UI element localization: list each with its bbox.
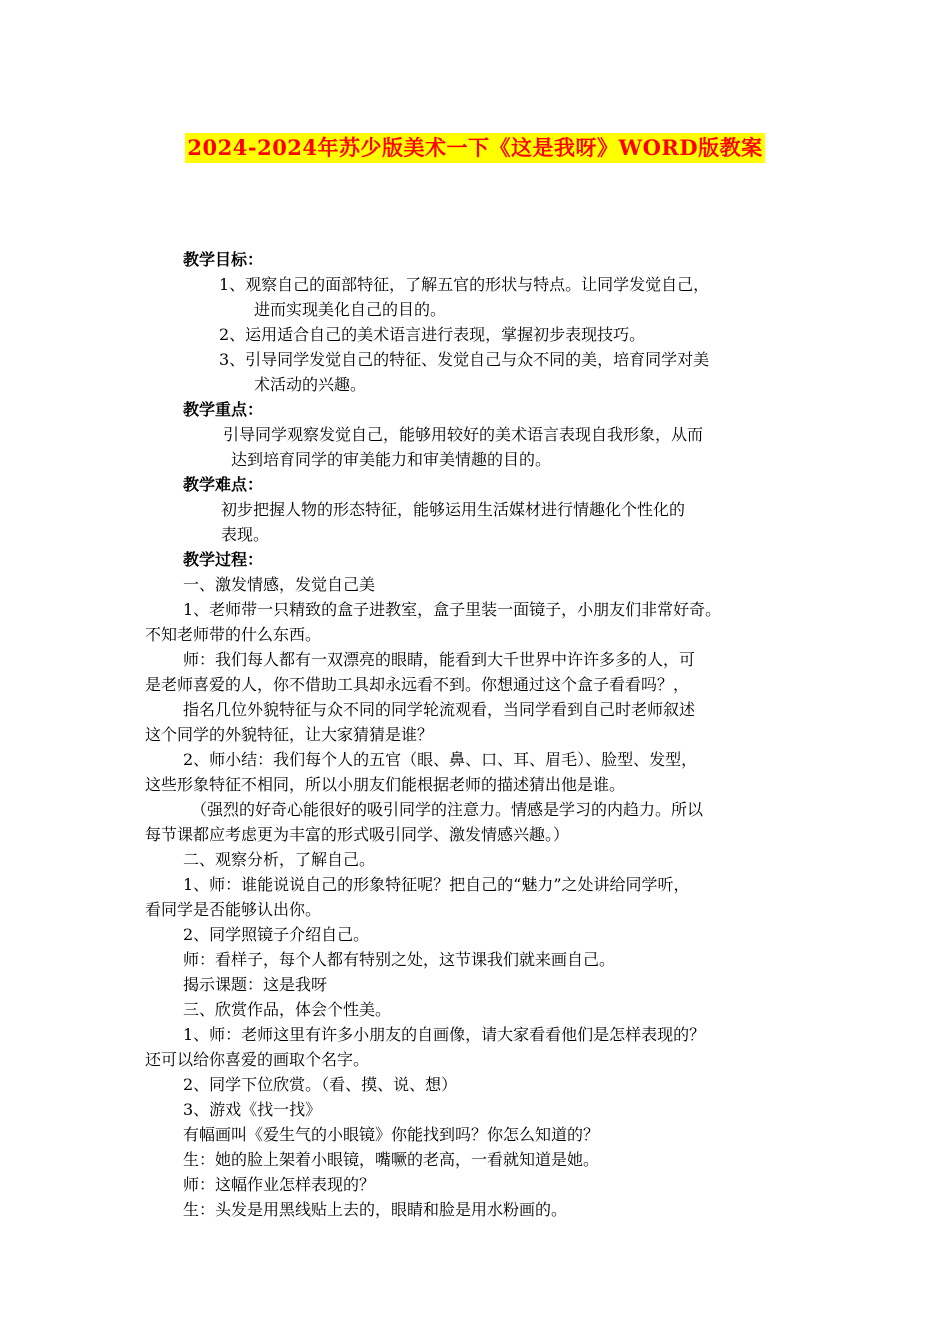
text-line: 2、师小结：我们每个人的五官（眼、鼻、口、耳、眉毛）、脸型、发型， [183, 750, 698, 769]
text-line: 引导同学观察发觉自己，能够用较好的美术语言表现自我形象，从而 [223, 425, 704, 444]
text-line: 1、师：谁能说说自己的形象特征呢？把自己的“魅力”之处讲给同学听， [183, 875, 690, 894]
section-heading: 教学重点： [183, 400, 264, 419]
text-line: 初步把握人物的形态特征，能够运用生活媒材进行情趣化个性化的 [221, 500, 686, 519]
section-heading: 教学过程： [183, 550, 264, 569]
text-line: 生：头发是用黑线贴上去的，眼睛和脸是用水粉画的。 [183, 1200, 568, 1219]
text-line: 还可以给你喜爱的画取个名字。 [145, 1050, 370, 1069]
text-line: 揭示课题：这是我呀 [183, 975, 328, 994]
text-line: 师：这幅作业怎样表现的？ [183, 1175, 376, 1194]
text-line: 三、欣赏作品，体会个性美。 [183, 1000, 392, 1019]
text-line: 不知老师带的什么东西。 [145, 625, 322, 644]
text-line: 这个同学的外貌特征，让大家猜猜是谁？ [145, 725, 434, 744]
text-line: 一、激发情感，发觉自己美 [183, 575, 376, 594]
text-line: 师：看样子，每个人都有特别之处，这节课我们就来画自己。 [183, 950, 616, 969]
text-line: 3、引导同学发觉自己的特征、发觉自己与众不同的美，培育同学对美 [219, 350, 710, 369]
document-title: 2024-2024年苏少版美术一下《这是我呀》WORD版教案 [185, 133, 764, 163]
section-heading: 教学目标： [183, 250, 264, 269]
text-line: 这些形象特征不相同，所以小朋友们能根据老师的描述猜出他是谁。 [145, 775, 626, 794]
text-line: 师：我们每人都有一双漂亮的眼睛，能看到大千世界中许许多多的人，可 [183, 650, 696, 669]
section-heading: 教学难点： [183, 475, 264, 494]
text-line: 每节课都应考虑更为丰富的形式吸引同学、激发情感兴趣。） [145, 825, 570, 844]
text-line: 有幅画叫《爱生气的小眼镜》你能找到吗？你怎么知道的？ [183, 1125, 600, 1144]
text-line: 1、师：老师这里有许多小朋友的自画像，请大家看看他们是怎样表现的？ [183, 1025, 706, 1044]
text-line: 指名几位外貌特征与众不同的同学轮流观看，当同学看到自己时老师叙述 [183, 700, 696, 719]
text-line: （强烈的好奇心能很好的吸引同学的注意力。情感是学习的内趋力。所以 [191, 800, 704, 819]
text-line: 3、游戏《找一找》 [183, 1100, 322, 1119]
text-line: 1、老师带一只精致的盒子进教室，盒子里装一面镜子，小朋友们非常好奇。 [183, 600, 722, 619]
text-line: 表现。 [221, 525, 270, 544]
text-line: 看同学是否能够认出你。 [145, 900, 322, 919]
text-line: 是老师喜爱的人，你不借助工具却永远看不到。你想通过这个盒子看看吗？， [145, 675, 690, 694]
text-line: 生：她的脸上架着小眼镜，嘴噘的老高，一看就知道是她。 [183, 1150, 600, 1169]
text-line: 达到培育同学的审美能力和审美情趣的目的。 [231, 450, 552, 469]
text-line: 进而实现美化自己的目的。 [254, 300, 447, 319]
document-body [145, 247, 825, 1222]
text-line: 2、同学下位欣赏。（看、摸、说、想） [183, 1075, 458, 1094]
text-line: 2、同学照镜子介绍自己。 [183, 925, 370, 944]
text-line: 二、观察分析，了解自己。 [183, 850, 376, 869]
text-line: 2、运用适合自己的美术语言进行表现，掌握初步表现技巧。 [219, 325, 646, 344]
title-container [0, 133, 950, 163]
text-line: 术活动的兴趣。 [254, 375, 367, 394]
text-line: 1、观察自己的面部特征，了解五官的形状与特点。让同学发觉自己， [219, 275, 710, 294]
